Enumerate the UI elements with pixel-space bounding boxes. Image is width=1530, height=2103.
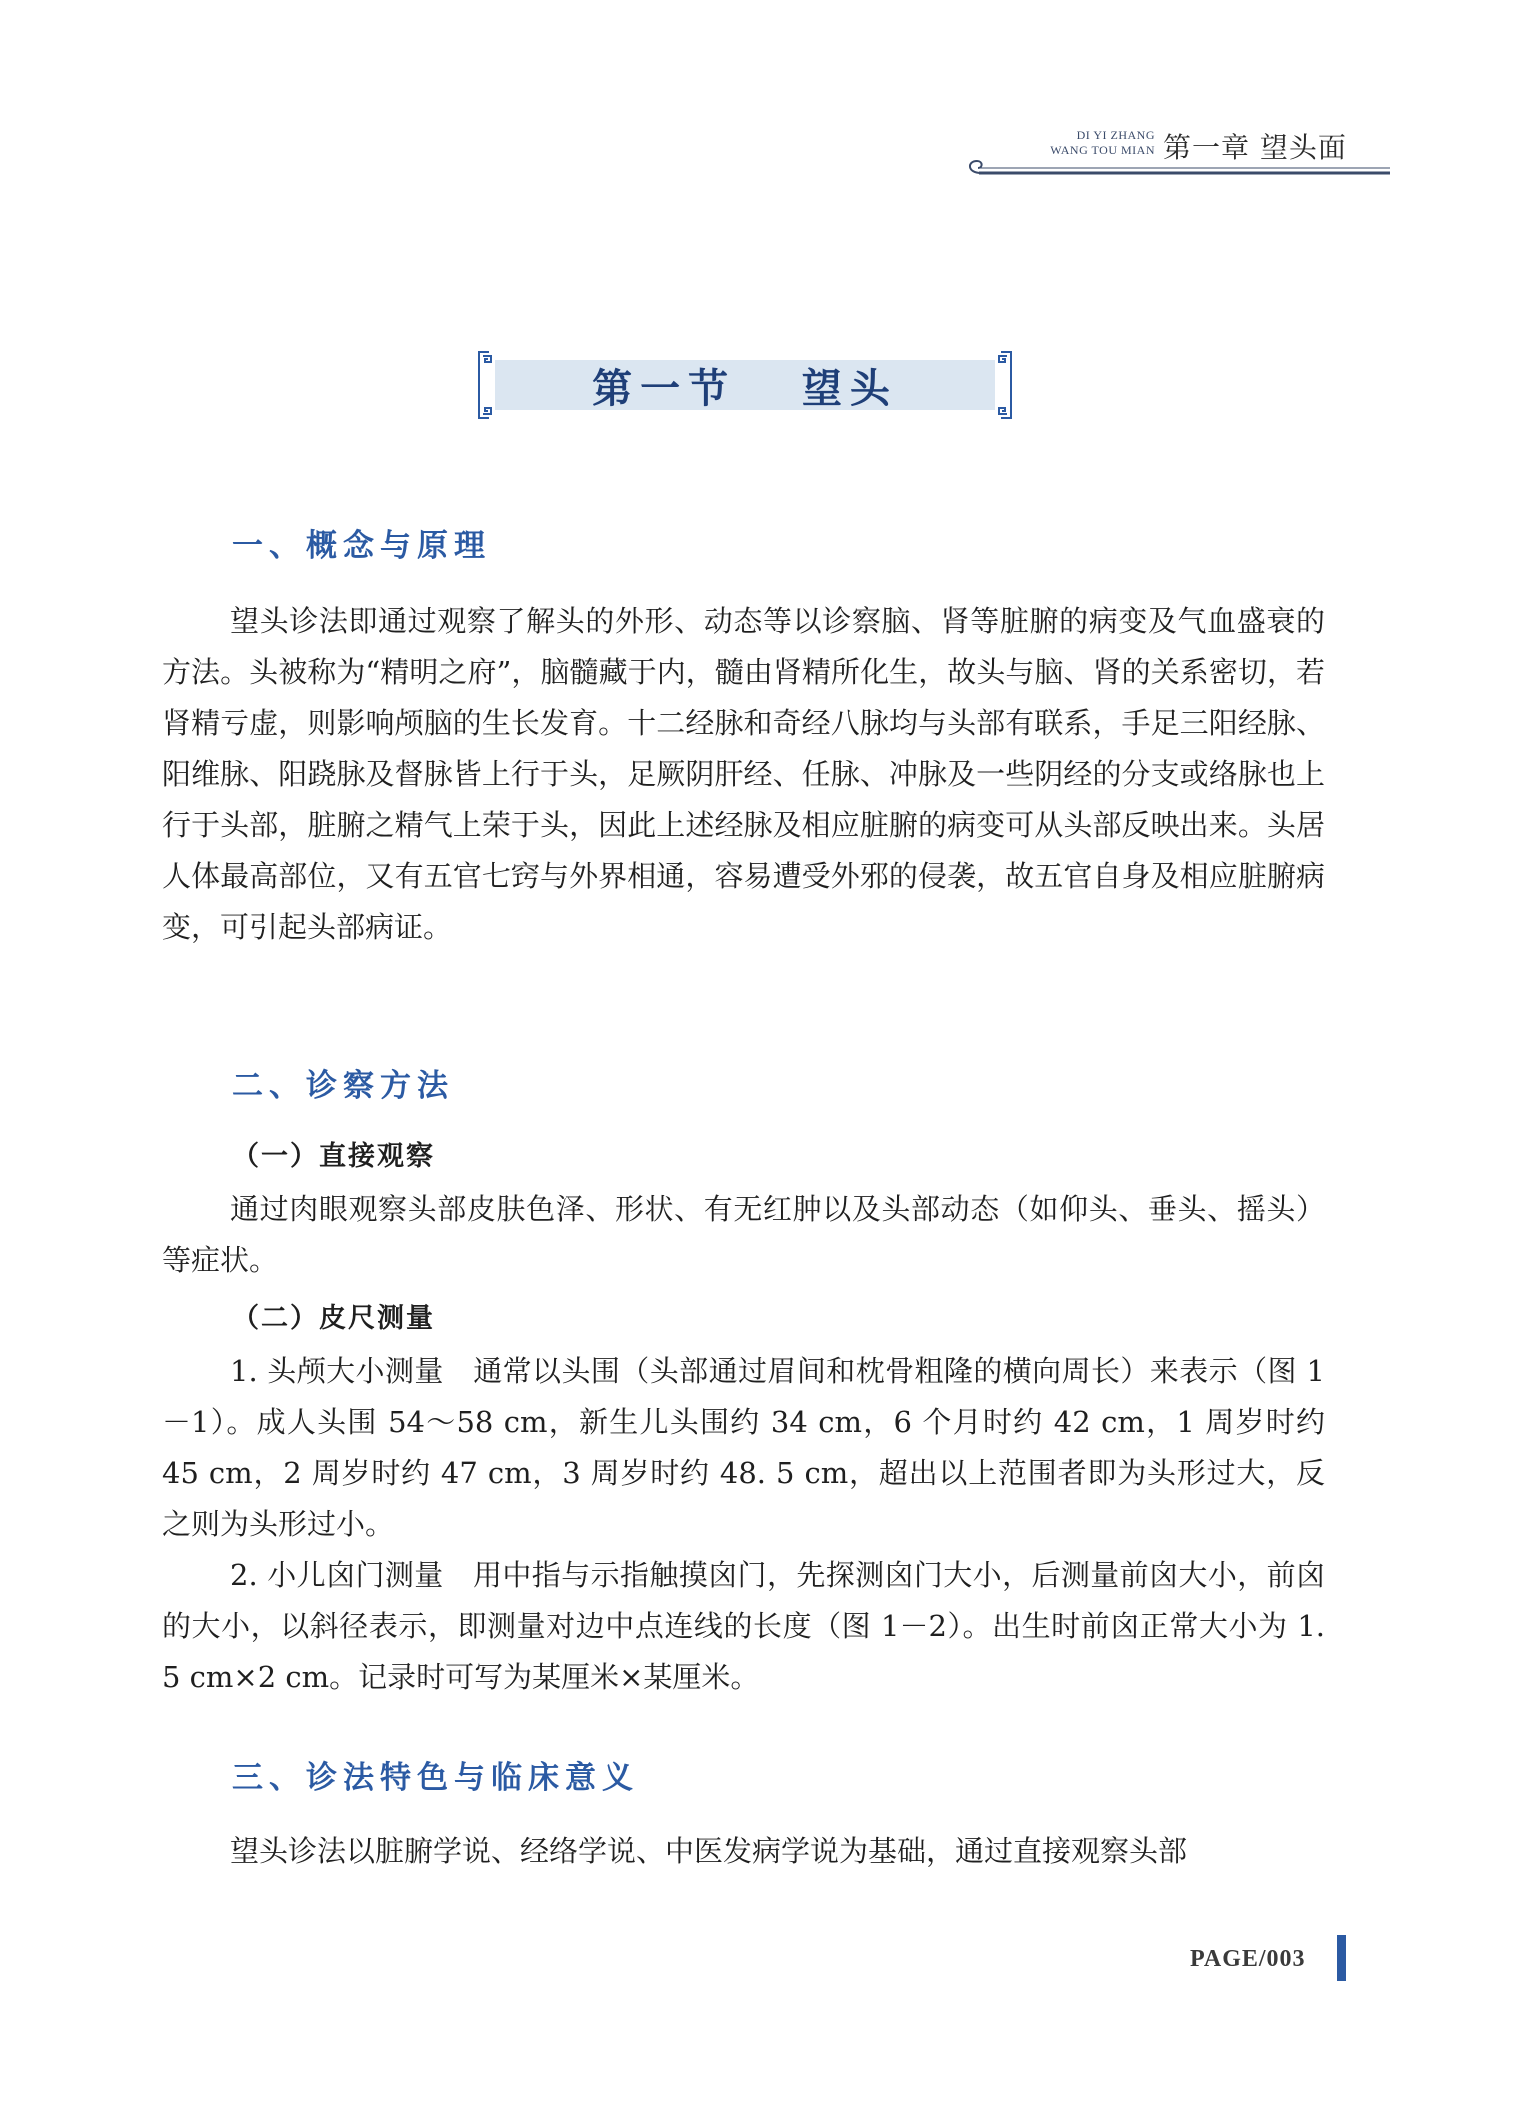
heading-features-significance: 三、诊法特色与临床意义 [232,1760,639,1796]
paragraph-head-circumference: 1. 头颅大小测量 通常以头围（头部通过眉间和枕骨粗隆的横向周长）来表示（图 1－1）。成人头围 54～58 cm，新生儿头围约 34 cm，6 个月时约 42 cm，1 周岁时约 45 cm，2 周岁时约 47 cm，3 周岁时约 48. 5 cm，超出以上范围者即为头形过大，反之则为头形过小。 [162,1354,1325,1541]
paragraph-direct-observation: 通过肉眼观察头部皮肤色泽、形状、有无红肿以及头部动态（如仰头、垂头、摇头）等症状。 [162,1192,1325,1277]
chapter-pinyin-line1: DI YI ZHANG [1076,128,1155,142]
heading-concept-principle: 一、概念与原理 [232,528,491,564]
chapter-pinyin [1030,128,1155,158]
paragraph-features: 望头诊法以脏腑学说、经络学说、中医发病学说为基础，通过直接观察头部 [230,1834,1188,1868]
chapter-pinyin-line2: WANG TOU MIAN [1050,143,1155,157]
subheading-direct-observation: （一）直接观察 [232,1141,435,1172]
subheading-tape-measure: （二）皮尺测量 [232,1303,435,1334]
paragraph-concept: 望头诊法即通过观察了解头的外形、动态等以诊察脑、肾等脏腑的病变及气血盛衰的方法。头被称为“精明之府”，脑髓藏于内，髓由肾精所化生，故头与脑、肾的关系密切，若肾精亏虚，则影响颅脑的生长发育。十二经脉和奇经八脉均与头部有联系，手足三阳经脉、阳维脉、阳跷脉及督脉皆上行于头，足厥阴肝经、任脉、冲脉及一些阴经的分支或络脉也上行于头部，脏腑之精气上荣于头，因此上述经脉及相应脏腑的病变可从头部反映出来。头居人体最高部位，又有五官七窍与外界相通，容易遭受外邪的侵袭，故五官自身及相应脏腑病变，可引起头部病证。 [162,604,1325,944]
chapter-title: 第一章 望头面 [1163,131,1347,164]
section-title: 第一节 望头 [495,360,995,410]
header-scroll-ornament [965,155,1390,179]
paragraph-fontanelle: 2. 小儿囟门测量 用中指与示指触摸囟门，先探测囟门大小，后测量前囟大小，前囟的大小，以斜径表示，即测量对边中点连线的长度（图 1－2）。出生时前囟正常大小为 1. 5 cm×2 cm。记录时可写为某厘米×某厘米。 [162,1558,1325,1694]
section-title-frame [475,350,1015,420]
running-header [0,0,1530,190]
page-marker-bar [1337,1935,1346,1981]
heading-examination-methods: 二、诊察方法 [232,1068,454,1104]
page-number: PAGE/003 [1190,1946,1306,1972]
